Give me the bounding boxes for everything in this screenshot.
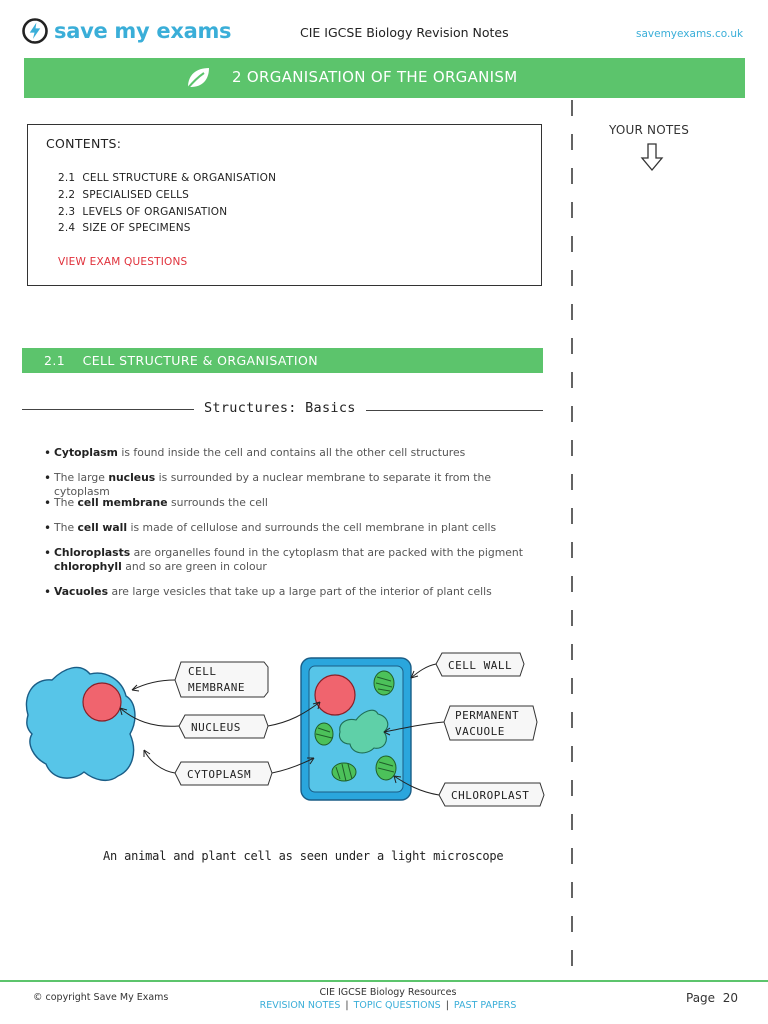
footer-resources-title: CIE IGCSE Biology Resources bbox=[319, 987, 457, 998]
label-vacuole-1: PERMANENT bbox=[455, 709, 520, 722]
contents-title: CONTENTS: bbox=[46, 136, 122, 151]
brand-logo[interactable] bbox=[22, 16, 231, 46]
page-label: Page bbox=[686, 991, 716, 1005]
toc-item[interactable] bbox=[58, 206, 227, 218]
footer-links bbox=[250, 1000, 526, 1011]
bullet-term: Vacuoles bbox=[54, 585, 109, 598]
toc-number: 2.3 bbox=[58, 206, 76, 218]
chapter-banner bbox=[24, 58, 745, 98]
bullet-dot: • bbox=[44, 546, 52, 560]
heading-rule-right bbox=[366, 410, 543, 411]
brand-name: save my exams bbox=[54, 19, 232, 43]
bullet-dot: • bbox=[44, 471, 52, 485]
footer-link-topic-questions[interactable]: TOPIC QUESTIONS bbox=[353, 1000, 441, 1011]
bullet-term: nucleus bbox=[108, 471, 156, 484]
leaf-icon bbox=[184, 65, 212, 91]
toc-label: SIZE OF SPECIMENS bbox=[82, 222, 191, 234]
page-value: 20 bbox=[722, 991, 738, 1005]
label-nucleus: NUCLEUS bbox=[191, 721, 241, 734]
animal-cell-nucleus bbox=[83, 683, 121, 721]
bullet-dot: • bbox=[44, 521, 52, 535]
footer-rule bbox=[0, 980, 768, 982]
footer-link-past-papers[interactable]: PAST PAPERS bbox=[453, 1000, 517, 1011]
toc-number: 2.4 bbox=[58, 222, 76, 234]
section-title: CELL STRUCTURE & ORGANISATION bbox=[82, 353, 318, 368]
footer-separator: | bbox=[345, 1000, 349, 1011]
label-chloroplast: CHLOROPLAST bbox=[451, 789, 530, 802]
toc-item[interactable] bbox=[58, 172, 276, 184]
bullet-term: cell wall bbox=[77, 521, 128, 534]
label-vacuole-2: VACUOLE bbox=[455, 725, 505, 738]
lightning-logo-icon bbox=[22, 18, 48, 44]
site-link[interactable]: savemyexams.co.uk bbox=[636, 28, 744, 40]
bullet-dot: • bbox=[44, 446, 52, 460]
down-arrow-icon bbox=[640, 142, 664, 172]
bullet-term: Chloroplasts bbox=[54, 546, 131, 559]
label-cytoplasm: CYTOPLASM bbox=[187, 768, 252, 781]
heading-rule-left bbox=[22, 409, 194, 410]
plant-cell-nucleus bbox=[315, 675, 355, 715]
your-notes-label: YOUR NOTES bbox=[609, 123, 690, 137]
label-cell-membrane-2: MEMBRANE bbox=[188, 681, 245, 694]
copyright-text: © copyright Save My Exams bbox=[33, 992, 169, 1003]
toc-number: 2.1 bbox=[58, 172, 76, 184]
page-number bbox=[686, 991, 738, 1005]
bullet-term: Cytoplasm bbox=[54, 446, 118, 459]
footer-link-revision-notes[interactable]: REVISION NOTES bbox=[259, 1000, 341, 1011]
bullet-dot: • bbox=[44, 496, 52, 510]
toc-item[interactable] bbox=[58, 222, 191, 234]
section-number: 2.1 bbox=[44, 353, 66, 368]
bullet-dot: • bbox=[44, 585, 52, 599]
animal-cell-cytoplasm bbox=[26, 667, 134, 780]
toc-label: CELL STRUCTURE & ORGANISATION bbox=[82, 172, 277, 184]
toc-label: LEVELS OF ORGANISATION bbox=[82, 206, 228, 218]
toc-number: 2.2 bbox=[58, 189, 76, 201]
figure-caption: An animal and plant cell as seen under a light microscope bbox=[103, 849, 504, 863]
subheading: Structures: Basics bbox=[204, 400, 356, 416]
cell-diagram bbox=[22, 640, 552, 820]
chapter-title: 2 ORGANISATION OF THE ORGANISM bbox=[232, 68, 518, 86]
toc-item[interactable] bbox=[58, 189, 189, 201]
notes-divider bbox=[569, 100, 575, 980]
bullet-term: chlorophyll bbox=[54, 560, 122, 573]
bullet-term: cell membrane bbox=[77, 496, 168, 509]
footer-separator: | bbox=[445, 1000, 449, 1011]
section-bar bbox=[22, 348, 543, 373]
label-cell-wall: CELL WALL bbox=[448, 659, 513, 672]
view-exam-questions-link[interactable]: VIEW EXAM QUESTIONS bbox=[58, 256, 188, 268]
document-title: CIE IGCSE Biology Revision Notes bbox=[300, 25, 509, 40]
section-heading bbox=[44, 353, 318, 368]
label-cell-membrane-1: CELL bbox=[188, 665, 217, 678]
toc-label: SPECIALISED CELLS bbox=[82, 189, 190, 201]
